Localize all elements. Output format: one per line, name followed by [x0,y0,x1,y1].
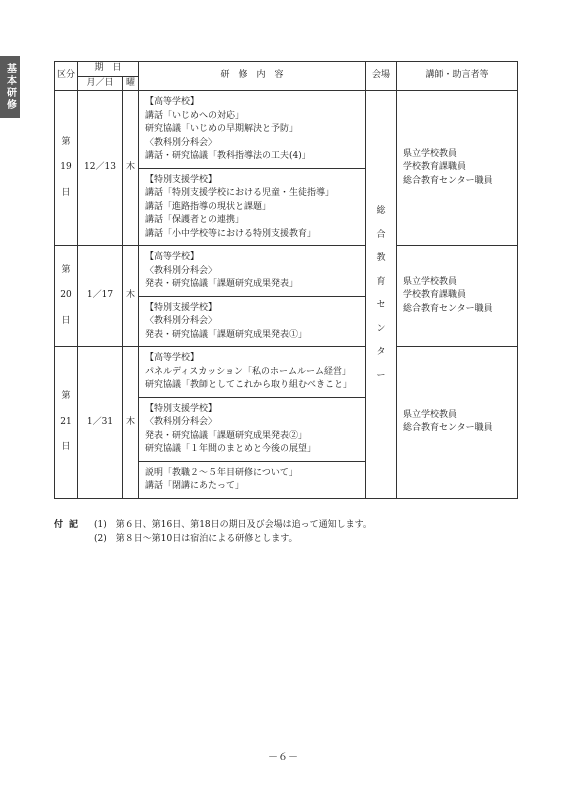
session-date: 1／17 [78,246,123,347]
session-row [55,246,518,347]
header-kijitsu: 期 日 [78,62,139,77]
content-block: 【高等学校】 〈教科別分科会〉 発表・研究協議「課題研究成果発表」 [145,252,299,289]
content-block: 【高等学校】 講話「いじめへの対応」 研究協議「いじめの早期解決と予防」 〈教科別分科会〉 講話・研究協議「教科指導法の工夫(4)」 [145,97,311,161]
header-kubun: 区分 [55,62,78,91]
header-weekday: 曜 [123,76,139,91]
header-content: 研 修 内 容 [139,62,366,91]
session-content [139,347,366,499]
content-block: 説明「教職２～５年目研修について」 講話「閉講にあたって」 [139,461,365,498]
session-row [55,91,518,246]
session-lecturers: 県立学校教員 総合教育センター職員 [397,347,518,499]
session-date: 1／31 [78,347,123,499]
note-item: (2) 第８日～第10日は宿泊による研修とします。 [94,534,298,544]
notes [54,518,372,546]
content-block: 【高等学校】 パネルディスカッション「私のホームルーム経営」 研究協議「教師としてこれから取り組むべきこと」 [145,353,353,390]
page-number: －６－ [268,752,298,763]
section-tab: 基本研修 [0,56,20,118]
session-content [139,246,366,347]
session-content [139,91,366,246]
session-weekday: 木 [123,246,139,347]
session-kubun: 第 21 日 [55,347,78,499]
session-kubun: 第 20 日 [55,246,78,347]
venue-cell: 総 合 教 育 セ ン タ ー [366,91,397,499]
content-block: 【特別支援学校】 〈教科別分科会〉 発表・研究協議「課題研究成果発表①」 [139,296,365,347]
session-kubun: 第 19 日 [55,91,78,246]
session-weekday: 木 [123,91,139,246]
content-block: 【特別支援学校】 〈教科別分科会〉 発表・研究協議「課題研究成果発表②」 研究協議「１年間のまとめと今後の展望」 [139,397,365,461]
header-lecturer: 講師・助言者等 [397,62,518,91]
notes-label: 付記 [54,520,85,530]
content-block: 【特別支援学校】 講話「特別支援学校における児童・生徒指導」 講話「進路指導の現状と課題」 講話「保護者との連携」 講話「小中学校等における特別支援教育」 [139,168,365,246]
header-venue: 会場 [366,62,397,91]
note-item: (1) 第６日、第16日、第18日の期日及び会場は追って通知します。 [94,520,372,530]
header-date: 月／日 [78,76,123,91]
session-lecturers: 県立学校教員 学校教育課職員 総合教育センター職員 [397,91,518,246]
session-lecturers: 県立学校教員 学校教育課職員 総合教育センター職員 [397,246,518,347]
session-date: 12／13 [78,91,123,246]
training-schedule-table [54,61,518,499]
session-weekday: 木 [123,347,139,499]
session-row [55,347,518,499]
